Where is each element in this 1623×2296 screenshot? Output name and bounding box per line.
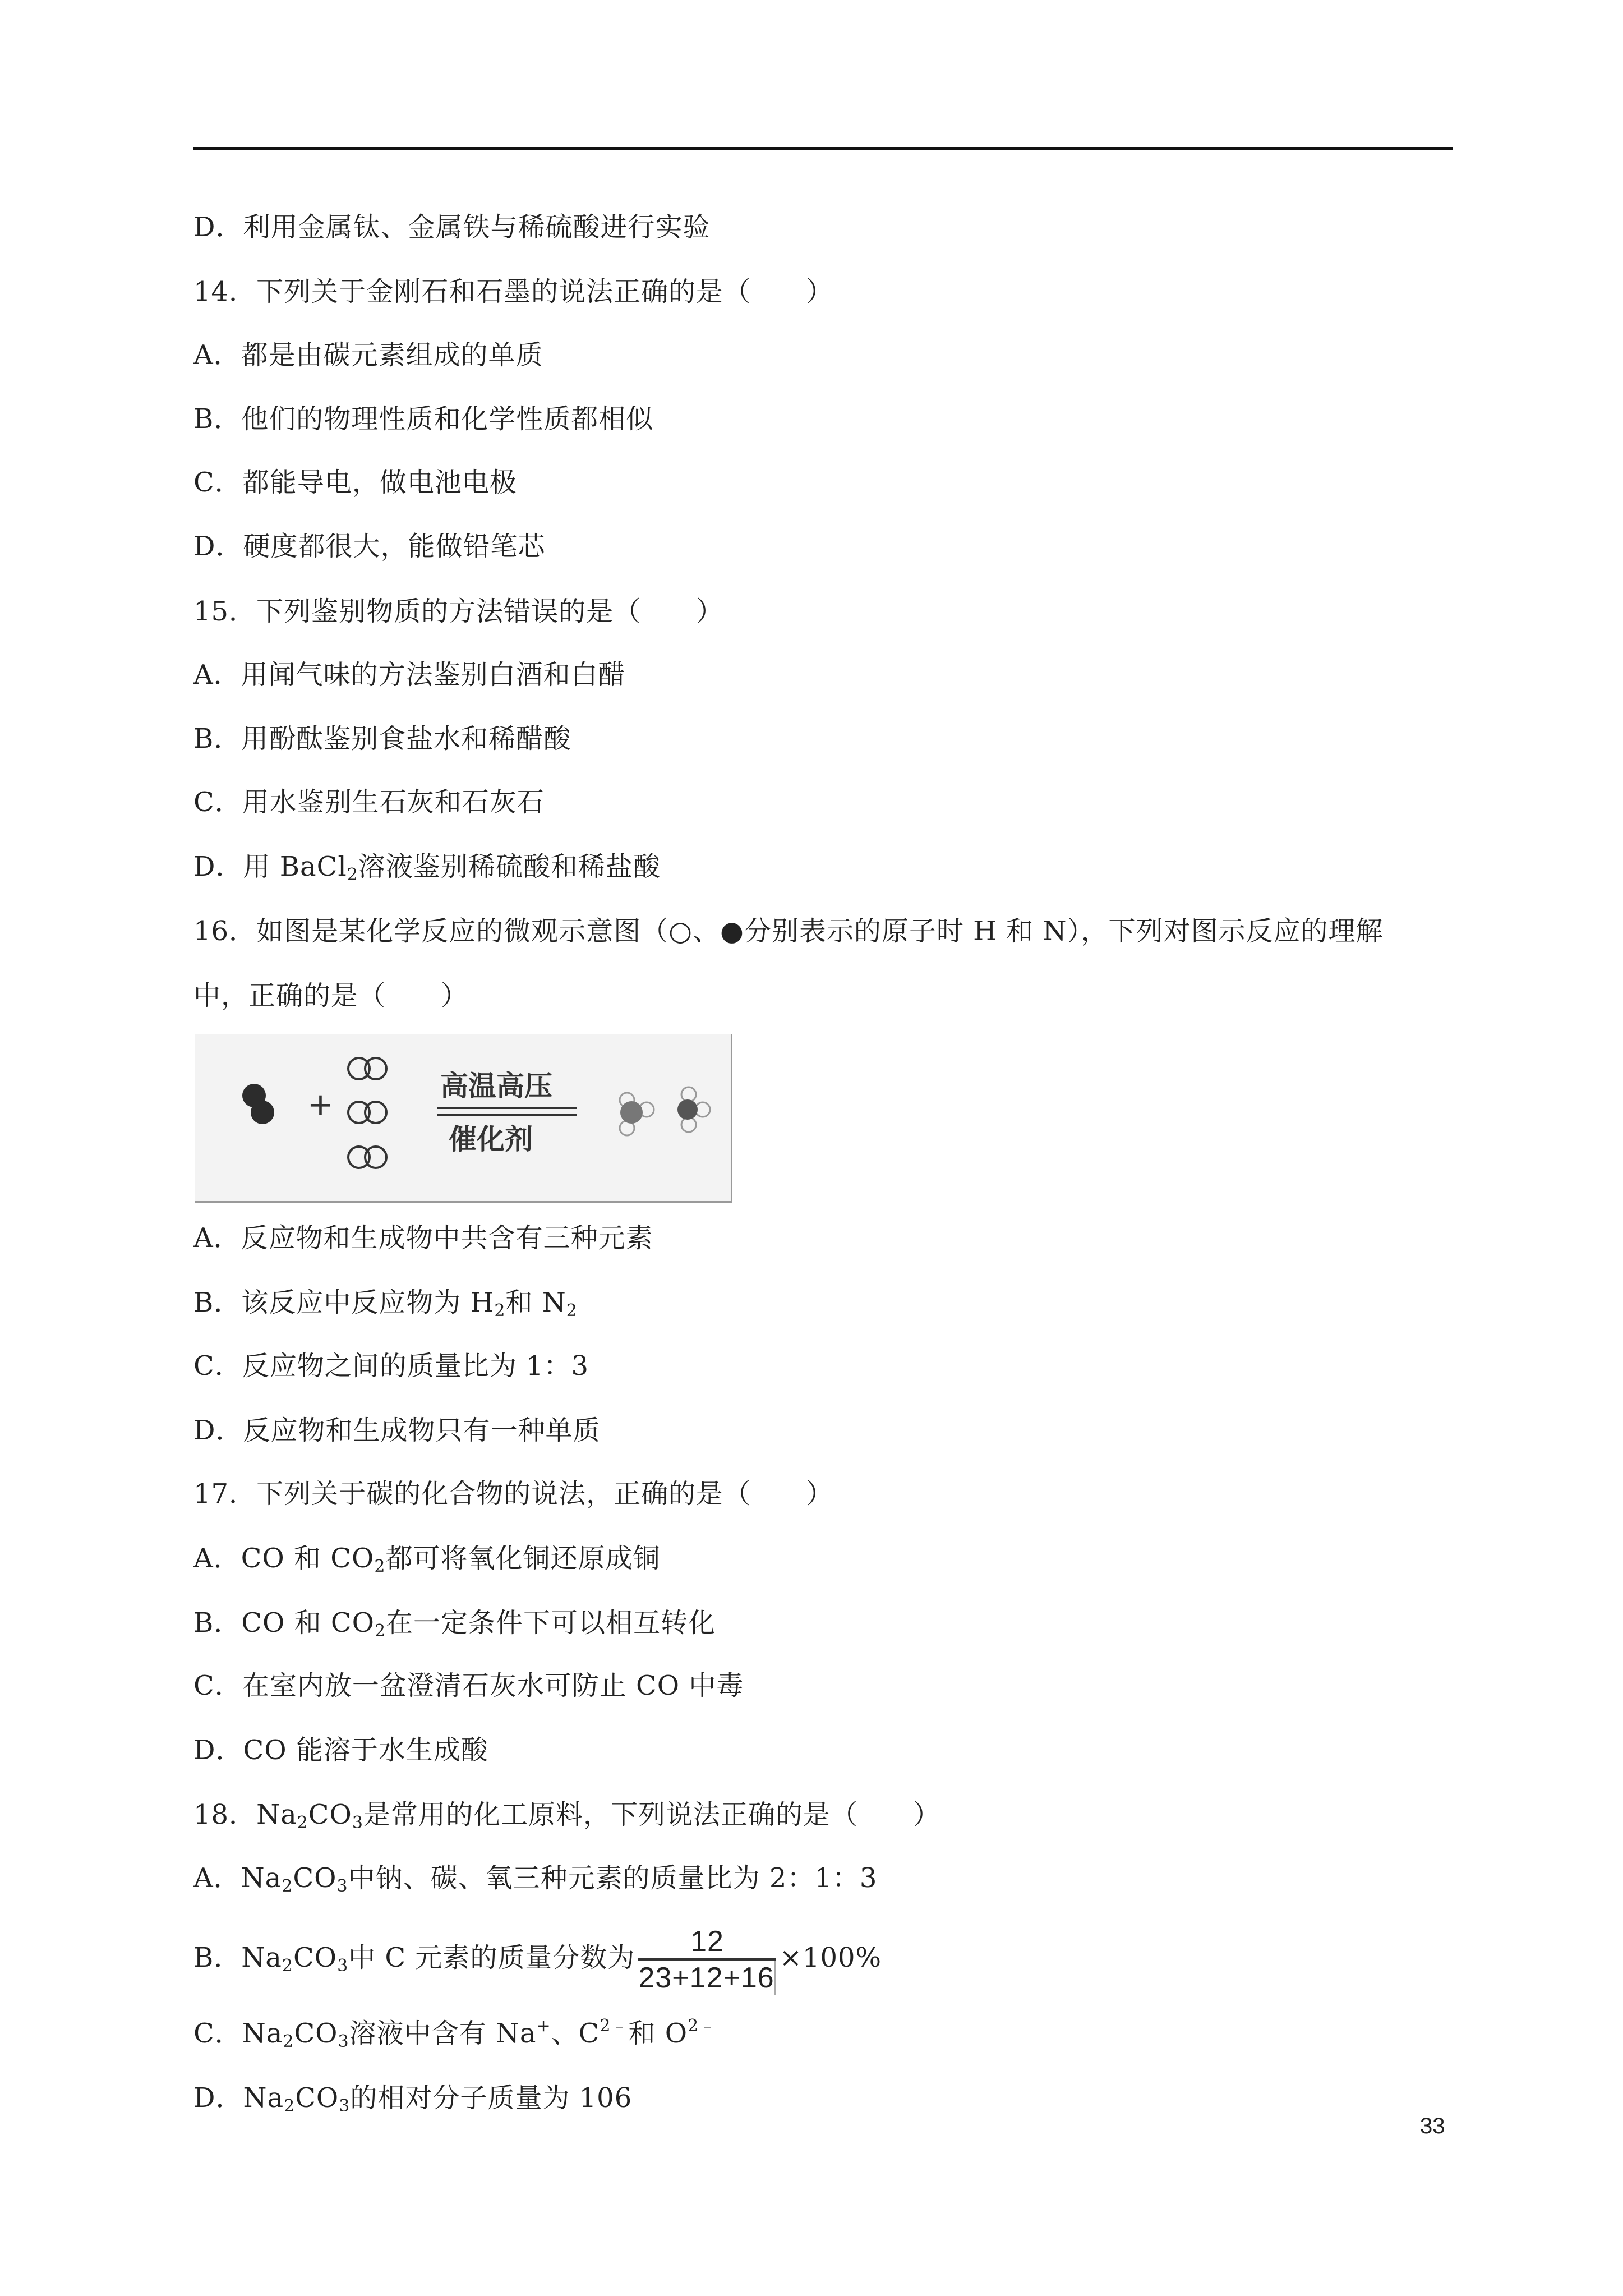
condition-bottom-label: 催化剂 bbox=[449, 1123, 533, 1156]
q15-option-a: A．用闻气味的方法鉴别白酒和白醋 bbox=[193, 659, 626, 691]
q14-stem: 14．下列关于金刚石和石墨的说法正确的是（ ） bbox=[193, 276, 834, 307]
q16-option-b: B．该反应中反应物为 $H_2$和 $N_2$ bbox=[193, 1287, 578, 1320]
q18-stem: 18．$Na_2CO_3$是常用的化工原料，下列说法正确的是（ ） bbox=[193, 1799, 940, 1833]
nh3-molecule-icon-1 bbox=[620, 1093, 654, 1135]
q14-option-c: C．都能导电，做电池电极 bbox=[193, 467, 517, 498]
q15-option-d: D．用 BaCl$_2$溶液鉴别稀硫酸和稀盐酸 bbox=[193, 851, 661, 885]
q17-option-b: B．CO 和 $CO_2$在一定条件下可以相互转化 bbox=[193, 1607, 716, 1641]
q18-option-a: A．$Na_2CO_3$中钠、碳、氧三种元素的质量比为 2：1：3 bbox=[193, 1862, 878, 1896]
q18-option-d: D．$Na_2CO_3$的相对分子质量为 106 bbox=[193, 2082, 633, 2116]
q18-option-b: B．$Na_2CO_3$中 C 元素的质量分数为 $\frac{12}{23+12+16}$ ×100% bbox=[193, 1925, 882, 1994]
q16-option-d: D．反应物和生成物只有一种单质 bbox=[193, 1415, 601, 1446]
fraction-denominator: 23+12+16 bbox=[638, 1961, 776, 1995]
n2-molecule-icon bbox=[242, 1084, 274, 1124]
plus-sign: + bbox=[307, 1087, 334, 1123]
reaction-diagram-svg bbox=[195, 1034, 731, 1201]
q17-option-d: D．CO 能溶于水生成酸 bbox=[193, 1734, 488, 1766]
q15-stem: 15．下列鉴别物质的方法错误的是（ ） bbox=[193, 596, 724, 627]
q16-option-a: A．反应物和生成物中共含有三种元素 bbox=[193, 1222, 653, 1254]
q16-option-c: C．反应物之间的质量比为 1：3 bbox=[193, 1350, 589, 1382]
q14-option-d: D．硬度都很大，能做铅笔芯 bbox=[193, 531, 546, 562]
q15-option-b: B．用酚酞鉴别食盐水和稀醋酸 bbox=[193, 723, 571, 754]
q17-option-c: C．在室内放一盆澄清石灰水可防止 CO 中毒 bbox=[193, 1670, 744, 1701]
condition-top-label: 高温高压 bbox=[440, 1070, 552, 1102]
q17-option-a: A．CO 和 $CO_2$都可将氧化铜还原成铜 bbox=[193, 1543, 661, 1576]
q17-stem: 17．下列关于碳的化合物的说法，正确的是（ ） bbox=[193, 1478, 834, 1510]
mass-fraction-formula bbox=[638, 1925, 776, 1995]
q18-option-c: C．$Na_2CO_3$溶液中含有 Na+、$C^{2﹣}$和 $O^{2﹣}$ bbox=[193, 2016, 717, 2051]
q14-option-a: A．都是由碳元素组成的单质 bbox=[193, 339, 543, 371]
header-rule bbox=[193, 147, 1453, 150]
q16-stem-line1: 16．如图是某化学反应的微观示意图（○、●分别表示的原子时 H 和 N），下列对图示反应的理解 bbox=[193, 915, 1384, 947]
q15-option-c: C．用水鉴别生石灰和石灰石 bbox=[193, 786, 545, 818]
h2-molecules-icon bbox=[348, 1058, 386, 1168]
fraction-numerator: 12 bbox=[638, 1925, 776, 1961]
reaction-diagram bbox=[195, 1034, 732, 1203]
q16-stem-line2: 中，正确的是（ ） bbox=[193, 980, 469, 1011]
page-number: 33 bbox=[1420, 2114, 1445, 2138]
q14-option-b: B．他们的物理性质和化学性质都相似 bbox=[193, 403, 654, 435]
nh3-molecule-icon-2 bbox=[677, 1087, 710, 1132]
q13-option-d: D．利用金属钛、金属铁与稀硫酸进行实验 bbox=[193, 211, 711, 243]
